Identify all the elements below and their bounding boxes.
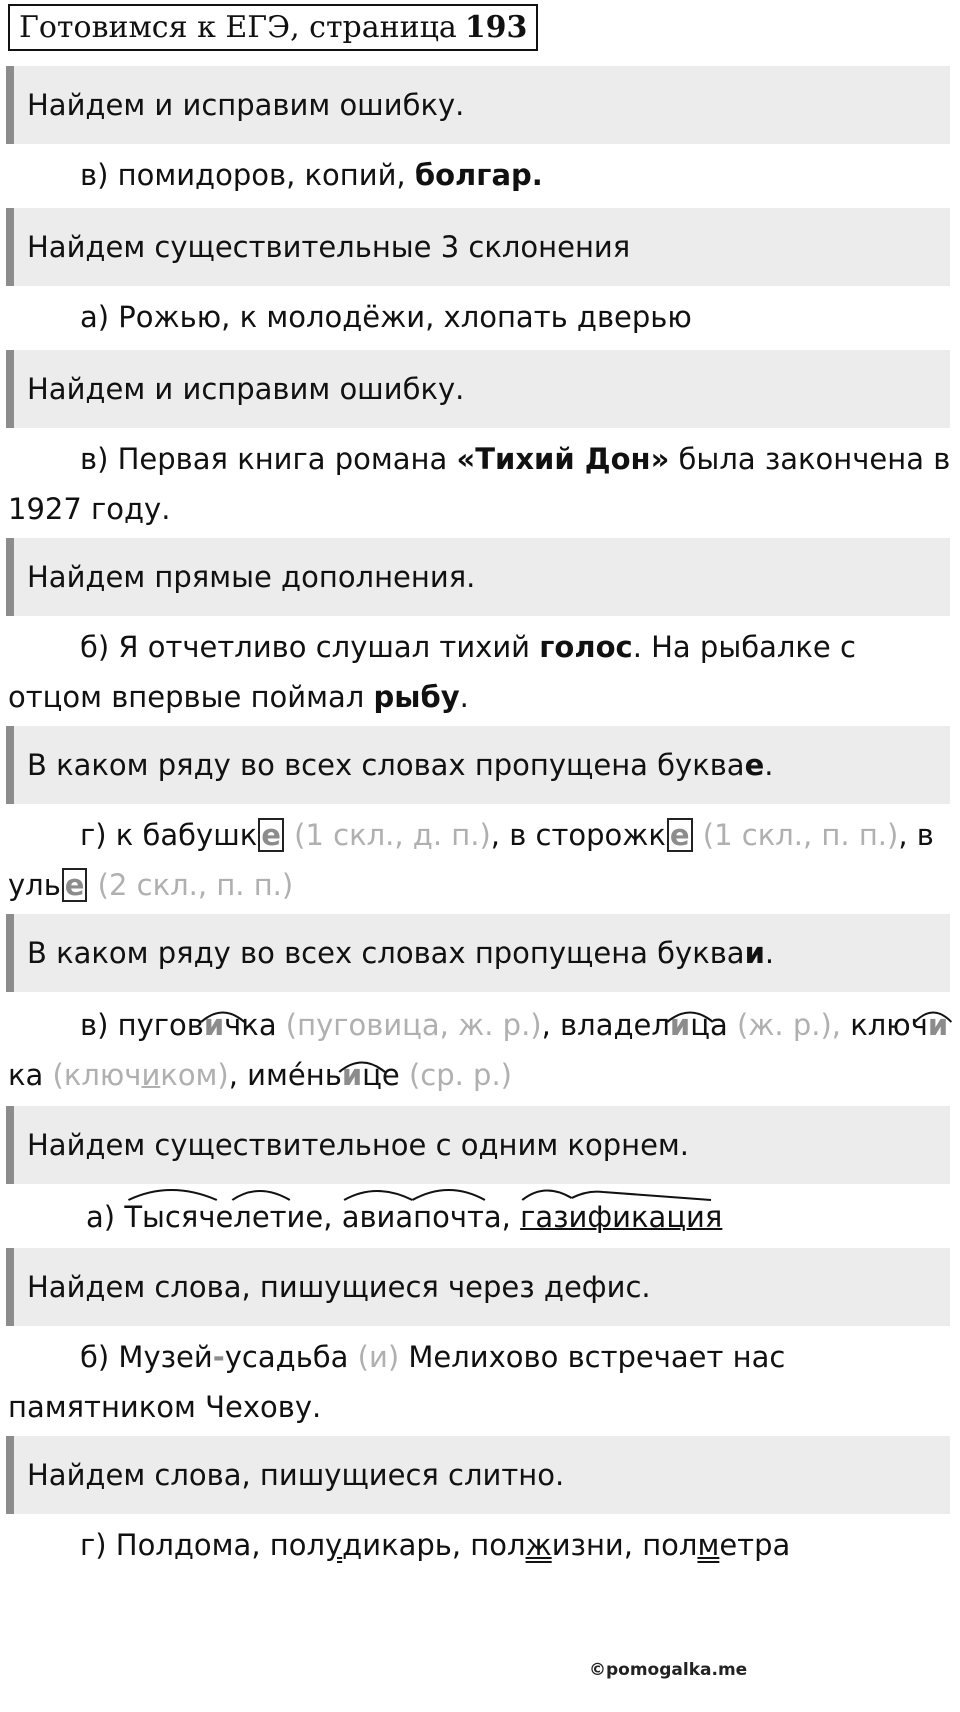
task-prompt <box>6 66 950 144</box>
root-arcs-icon <box>124 1180 323 1204</box>
ending-box: е <box>62 868 88 902</box>
task-prompt <box>6 538 950 616</box>
task-answer <box>8 1000 956 1100</box>
task-prompt <box>6 1436 950 1514</box>
suffix-rest: ч <box>224 1008 242 1042</box>
task-answer <box>8 292 956 342</box>
suffix-mark <box>928 1000 948 1050</box>
answer-text: б) Музей <box>80 1340 213 1374</box>
root-arcs-icon <box>520 1180 722 1204</box>
missing-letter: и <box>203 1008 225 1042</box>
answer-text: ка <box>8 1058 44 1092</box>
answer-text: а <box>709 1008 728 1042</box>
word-with-roots <box>124 1192 323 1242</box>
answer-text: , в сторожк <box>490 818 666 852</box>
grammar-note-letter: и <box>141 1058 161 1092</box>
task-prompt-text: . <box>764 748 774 782</box>
answer-text: в) пугов <box>80 1008 204 1042</box>
ending-box: е <box>667 818 693 852</box>
missing-letter: и <box>341 1058 363 1092</box>
task-prompt <box>6 208 950 286</box>
missing-letter: и <box>669 1008 691 1042</box>
task-prompt-text: Найдем прямые дополнения. <box>27 560 476 594</box>
grammar-note: (ср. р.) <box>399 1058 512 1092</box>
task-prompt <box>6 726 950 804</box>
grammar-note: (1 скл., п. п.) <box>693 818 899 852</box>
answer-text: ключ <box>850 1008 928 1042</box>
word-with-roots <box>342 1192 502 1242</box>
task-prompt-text: . <box>764 936 775 970</box>
underlined-letter: ж <box>525 1528 552 1562</box>
grammar-note: (ж. р.), <box>727 1008 842 1042</box>
hyphen-mark: - <box>212 1340 225 1374</box>
answer-text: в) Первая книга романа <box>80 442 457 476</box>
answer-text: е <box>381 1058 400 1092</box>
answer-text: дикарь, пол <box>342 1528 526 1562</box>
answer-text: г) Пол <box>80 1528 174 1562</box>
underlined-letter: м <box>697 1528 720 1562</box>
underlined-letter: у <box>325 1528 343 1562</box>
grammar-note: ком) <box>160 1058 229 1092</box>
suffix-arc-icon <box>200 988 245 1004</box>
task-prompt-text: Найдем и исправим ошибку. <box>27 88 465 122</box>
answer-text: . На рыбалке с отцом впервые поймал <box>8 630 856 714</box>
answer-text: а) Рожью, к молодёжи, хлопать дверью <box>80 300 692 334</box>
watermark: ©pomogalka.me <box>589 1660 748 1680</box>
answer-text: , в уль <box>8 818 934 902</box>
suffix-arc-icon <box>666 988 714 1004</box>
word: газификация <box>520 1200 723 1234</box>
answer-text: . <box>459 680 469 714</box>
task-answer <box>8 810 956 910</box>
answer-text: , имéнь <box>228 1058 342 1092</box>
page-header <box>8 4 538 51</box>
ending-box: е <box>258 818 284 852</box>
task-prompt-text: Найдем и исправим ошибку. <box>27 372 465 406</box>
answer-text: ка <box>241 1008 277 1042</box>
answer-text: изни, пол <box>551 1528 698 1562</box>
suffix-mark <box>670 1000 710 1050</box>
suffix-mark <box>204 1000 241 1050</box>
task-prompt-text: В каком ряду во всех словах пропущена буква <box>27 936 745 970</box>
answer-text: б) Я отчетливо слушал тихий <box>80 630 540 664</box>
answer-bold: рыбу <box>373 680 460 714</box>
task-answer <box>8 434 956 534</box>
answer-bold: болгар. <box>414 158 543 192</box>
answer-text: ома, пол <box>193 1528 325 1562</box>
answer-text: Мелихово встречает нас памятником Чехову. <box>8 1340 786 1424</box>
suffix-arc-icon <box>338 1038 386 1054</box>
word-with-roots <box>520 1192 722 1242</box>
task-answer <box>8 1192 956 1242</box>
answer-text: г) к бабушк <box>80 818 258 852</box>
task-prompt <box>6 914 950 992</box>
answer-text: усадьба <box>224 1340 349 1374</box>
task-answer <box>8 1520 956 1570</box>
task-prompt <box>6 350 950 428</box>
word: авиапочта <box>341 1200 502 1234</box>
task-answer <box>8 622 956 722</box>
separator: , <box>501 1200 521 1234</box>
root-arcs-icon <box>342 1180 502 1204</box>
task-prompt-text: Найдем слова, пишущиеся через дефис. <box>27 1270 651 1304</box>
task-prompt-text: Найдем существительное с одним корнем. <box>27 1128 690 1162</box>
suffix-rest: ц <box>362 1058 382 1092</box>
answer-bold: «Тихий Дон» <box>456 442 670 476</box>
answer-text: етра <box>719 1528 791 1562</box>
answer-text: была закончена в 1927 году. <box>8 442 951 526</box>
suffix-rest: ц <box>690 1008 710 1042</box>
grammar-note: (ключ <box>43 1058 142 1092</box>
answer-bold: голос <box>539 630 633 664</box>
grammar-note: (2 скл., п. п.) <box>88 868 294 902</box>
suffix-mark <box>342 1050 382 1100</box>
task-prompt-text: Найдем слова, пишущиеся слитно. <box>27 1458 565 1492</box>
task-prompt-text: В каком ряду во всех словах пропущена буква <box>27 748 745 782</box>
task-prompt-text: Найдем существительные 3 склонения <box>27 230 631 264</box>
grammar-note: (пуговица, ж. р.) <box>276 1008 542 1042</box>
missing-letter: и <box>927 1008 949 1042</box>
task-prompt <box>6 1106 950 1184</box>
task-answer <box>8 150 956 200</box>
page-number: 193 <box>464 10 528 45</box>
answer-text: а) <box>86 1200 125 1234</box>
task-answer <box>8 1332 956 1432</box>
task-prompt <box>6 1248 950 1326</box>
separator: , <box>323 1200 342 1234</box>
word: Тысячелетие <box>124 1200 324 1234</box>
grammar-note: (и) <box>348 1340 409 1374</box>
prompt-letter: и <box>744 936 765 970</box>
underlined-letter: д <box>173 1528 194 1562</box>
answer-text: , владел <box>541 1008 670 1042</box>
grammar-note: (1 скл., д. п.) <box>284 818 491 852</box>
header-title: Готовимся к ЕГЭ, страница <box>19 10 457 45</box>
suffix-arc-icon <box>914 988 952 1004</box>
answer-text: в) помидоров, копий, <box>80 158 415 192</box>
prompt-letter: е <box>744 748 765 782</box>
